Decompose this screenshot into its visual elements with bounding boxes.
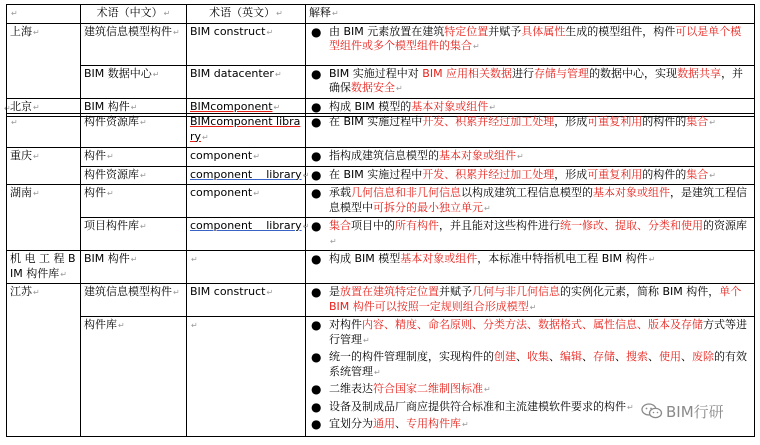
- explain-cell: [306, 166, 755, 185]
- term-cn-cell: 构件资源库↵: [81, 166, 187, 185]
- table-row: [7, 114, 755, 148]
- term-en-cell: component library↵: [187, 166, 306, 185]
- bullet-icon: ●: [311, 115, 322, 129]
- header-explain: 解释↵: [306, 5, 755, 24]
- term-en-cell: BIM datacenter↵: [187, 65, 306, 98]
- term-en-cell: BIMcomponent↵: [187, 98, 306, 117]
- term-en-cell: component library↵: [187, 218, 306, 251]
- table-row: [7, 218, 755, 251]
- bullet-item: ● 由 BIM 元素放置在建筑特定位置并赋予具体属性生成的模型组件，构件可以是单个模型组件或多个模型组件的集合↵: [311, 24, 742, 52]
- term-cn-cell: 构件资源库↵: [81, 114, 187, 148]
- term-cn-cell: BIM 构件↵: [81, 251, 187, 284]
- table-row: [7, 185, 755, 218]
- bullet-item: ● 构成 BIM 模型的基本对象或组件↵: [311, 99, 496, 114]
- term-cn-cell: BIM 数据中心↵: [81, 65, 187, 98]
- region-cell: 湖南↵: [7, 185, 81, 251]
- bullet-item: ● 在 BIM 实施过程中开发、积累并经过加工处理，形成可重复利用的构件的集合↵: [311, 115, 716, 129]
- bullet-icon: ●: [311, 24, 322, 39]
- bullet-icon: ●: [311, 186, 322, 200]
- term-en-cell: BIMcomponent library↵: [187, 114, 306, 148]
- bullet-icon: ●: [311, 382, 322, 396]
- bullet-item: ● 设备及制成品厂商应提供符合标准和主流建模软件要求的构件↵: [311, 399, 634, 414]
- region-cell: 重庆↵: [7, 148, 81, 185]
- term-en-cell: component↵: [187, 148, 306, 167]
- bullet-icon: ●: [311, 285, 322, 299]
- header-row: [7, 5, 755, 24]
- bullet-icon: ●: [311, 167, 322, 182]
- bullet-icon: ●: [311, 219, 322, 233]
- header-term-cn: 术语（中文）↵: [81, 5, 187, 24]
- bullet-item: ● 对构件内容、精度、命名原则、分类方法、数据格式、属性信息、版本及存储方式等进行管理↵: [311, 318, 747, 346]
- explain-cell: [306, 114, 755, 148]
- region-cell: 江苏↵: [7, 284, 81, 437]
- term-cn-cell: 构件↵: [81, 185, 187, 218]
- term-cn-cell: 建筑信息模型构件↵: [81, 284, 187, 317]
- explain-cell: [306, 185, 755, 218]
- term-en-cell: BIM construct↵: [187, 284, 306, 317]
- bullet-item: ● 构成 BIM 模型基本对象或组件，本标准中特指机电工程 BIM 构件↵: [311, 252, 656, 266]
- header-term-en: 术语（英文）↵: [187, 5, 306, 24]
- term-en-cell: component↵: [187, 185, 306, 218]
- explain-cell: [306, 218, 755, 251]
- term-cn-cell: 构件↵: [81, 148, 187, 167]
- table-row: [7, 251, 755, 284]
- bullet-icon: ●: [311, 66, 322, 81]
- bullet-item: ● 集合项目中的所有构件，并且能对这些构件进行统一修改、提取、分类和使用的资源库↵: [311, 219, 747, 246]
- term-cn-cell: BIM 构件↵: [81, 98, 187, 117]
- table-row: [7, 148, 755, 167]
- watermark: [641, 401, 726, 421]
- region-cell: 上海↵: [7, 23, 81, 98]
- wechat-icon: [641, 403, 663, 419]
- watermark-text: BIM行研: [666, 402, 724, 421]
- bullet-item: ● 统一的构件管理制度，实现构件的创建、收集、编辑、存储、搜索、使用、废除的有效系统管理↵: [311, 350, 747, 378]
- bullet-icon: ●: [311, 399, 322, 414]
- explain-cell: [306, 65, 755, 98]
- bullet-item: ● 指构成建筑信息模型的基本对象或组件↵: [311, 149, 524, 163]
- bullet-item: ● 宜划分为通用、专用构件库↵: [311, 417, 469, 431]
- table-row: [7, 166, 755, 185]
- term-en-cell: ↵: [187, 317, 306, 437]
- region-cell: 北京↵: [7, 98, 81, 117]
- bullet-icon: ●: [311, 252, 322, 266]
- table-row: [7, 65, 755, 98]
- region-cell: 机 电 工 程 BIM 构件库↵: [7, 251, 81, 284]
- region-cell: ↵: [7, 114, 81, 148]
- explain-cell: [306, 148, 755, 167]
- standards-table-part2: [6, 113, 755, 437]
- paragraph-mark: ↵: [4, 104, 11, 113]
- bullet-item: ● 二维表达符合国家二维制图标准↵: [311, 382, 491, 396]
- bullet-icon: ●: [311, 350, 322, 364]
- bullet-icon: ●: [311, 417, 322, 431]
- term-en-cell: ↵: [187, 251, 306, 284]
- bullet-item: ● 是放置在建筑特定位置并赋予几何与非几何信息的实例化元素，简称 BIM 构件，单个 BIM 构件可以按照一定规则组合形成模型↵: [311, 285, 742, 313]
- term-cn-cell: 项目构件库↵: [81, 218, 187, 251]
- header-region: ↵: [7, 5, 81, 24]
- standards-table-part1: [6, 4, 755, 117]
- term-cn-cell: 构件库↵: [81, 317, 187, 437]
- table-row: [7, 284, 755, 317]
- term-en-cell: BIM construct↵: [187, 23, 306, 65]
- table-row: [7, 23, 755, 65]
- bullet-item: ● BIM 实施过程中对 BIM 应用相关数据进行存储与管理的数据中心，实现数据共享，并确保数据安全↵: [311, 66, 744, 94]
- bullet-icon: ●: [311, 99, 322, 114]
- explain-cell: [306, 23, 755, 65]
- explain-cell: [306, 251, 755, 284]
- bullet-icon: ●: [311, 318, 322, 332]
- term-cn-cell: 建筑信息模型构件↵: [81, 23, 187, 65]
- explain-cell: [306, 284, 755, 317]
- bullet-item: ● 在 BIM 实施过程中开发、积累并经过加工处理，形成可重复利用的构件的集合↵: [311, 167, 716, 182]
- bullet-item: ● 承载几何信息和非几何信息以构成建筑工程信息模型的基本对象或组件，是建筑工程信息模型中可拆分的最小独立单元↵: [311, 186, 747, 214]
- bullet-icon: ●: [311, 149, 322, 163]
